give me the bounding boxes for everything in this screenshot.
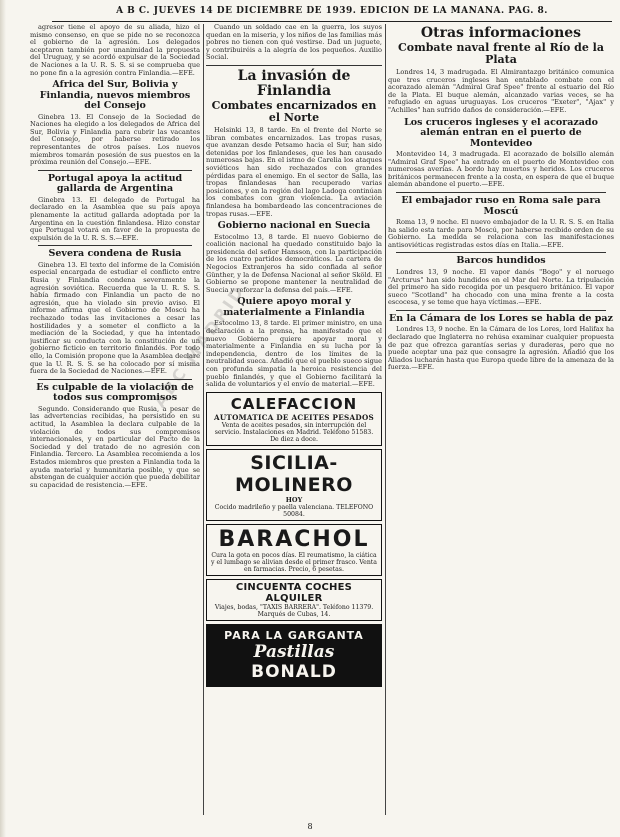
page-number: 8 — [307, 822, 313, 831]
ad-calefaccion — [206, 392, 382, 446]
article-rusia: Ginebra 13. El texto del informe de la Comisión especial encargada de estudiar el conflicto entre Rusia y Finlandia condena severamente la agresión soviética. Recuerda que la U. R. S. S. había firmado con Finlandia un pacto de no agresión, que ha violado sin previo aviso. El informe afirma que el Gobierno de Moscú ha rechazado todas las invitaciones a cesar las hostilidades y a someter el conflicto a la mediación de la Sociedad, y que ha intentado justificar su conducta con la constitución de un gobierno ficticio en territorio finlandés. Por todo ello, la Comisión propone que la Asamblea declare que la U. R. S. S. se ha colocado por sí misma fuera de la Sociedad de Naciones.—EFE. — [30, 260, 200, 376]
column-rule-2 — [385, 24, 386, 815]
headline-africa: Africa del Sur, Bolivia y Finlandia, nuevos miembros del Consejo — [39, 79, 191, 112]
separator — [396, 252, 606, 253]
ad-barachol — [206, 524, 382, 576]
article-africa: Ginebra 13. El Consejo de la Sociedad de Naciones ha elegido a los delegados de Africa del Sur, Bolivia y Finlandia para cubrir las vacantes del Consejo, por haberse retirado los representantes de otros países. Los nuevos miembros tomarán posesión de sus puestos en la próxima reunión del Consejo.—EFE. — [30, 112, 200, 167]
ad-calefaccion-brand: CALEFACCION — [230, 394, 358, 413]
deck-combate-naval: Combate naval frente al Río de la Plata — [398, 41, 604, 66]
separator — [396, 192, 606, 193]
headline-finlandia: La invasión de Finlandia — [237, 67, 351, 99]
article-combate-naval: Londres 14, 3 madrugada. El Almirantazgo británico comunica que tres cruceros ingleses han entablado combate con el acorazado alemán "Admiral Graf Spee" frente al estuario del Río de la Plata. El buque alemán, alcanzado varias veces, se ha refugiado en aguas uruguayas. Los cruceros "Exeter", "Ajax" y "Achilles" han sufrido daños de consideración.—EFE. — [388, 68, 614, 114]
ad-sicilia-text: Cocido madrileño y paella valenciana. TELEFONO 50084. — [214, 503, 374, 518]
article-violacion: Segundo. Considerando que Rusia, a pesar de las advertencias recibidas, ha persistido en su actitud, la Asamblea la declara culpable de la violación de todos sus compromisos internacionales, y en particular del Pacto de la Sociedad y del tratado de no agresión con Finlandia. Tercero. La Asamblea recomienda a los Estados miembros que presten a Finlandia toda la ayuda material y humanitaria posible, y que se abstengan de cualquier acción que pueda debilitar su capacidad de resistencia.—EFE. — [30, 404, 200, 489]
article-lores: Londres 13, 9 noche. En la Cámara de los Lores, lord Halifax ha declarado que Inglaterra no rehúsa examinar cualquier propuesta de paz que ofrezca garantías serias y duraderas, pero que no puede aceptar una paz que consagre la agresión. Añadió que los Aliados lucharán hasta que Europa quede libre de la amenaza de la fuerza.—EFE. — [388, 325, 614, 372]
ad-sicilia-molinero — [206, 449, 382, 521]
headline-portugal: Portugal apoya la actitud gallarda de Argentina — [47, 172, 183, 195]
article-barcos: Londres 13, 9 noche. El vapor danés "Bogo" y el noruego "Arcturus" han sido hundidos en el Mar del Norte. La tripulación del primero ha sido recogida por un pesquero británico. El vapor sueco "Scotland" ha chocado con una mina frente a la costa escocesa, y se teme que haya víctimas.—EFE. — [388, 267, 614, 307]
column-3 — [388, 24, 614, 815]
headline-violacion: Es culpable de la violación de todos sus compromisos — [36, 381, 194, 404]
ad-sicilia-tag: HOY — [285, 495, 303, 504]
ad-coches-text: Viajes, bodas, "TAXIS BARRERA". Teléfono 11379. Marqués de Cubas, 14. — [214, 603, 374, 618]
column-1 — [30, 24, 200, 815]
headline-gobierno-suecia: Gobierno nacional en Suecia — [217, 220, 371, 232]
article-apoyo-finlandia: Estocolmo 13, 8 tarde. El primer ministro, en una declaración a la prensa, ha manifestado que el nuevo Gobierno quiere apoyar moral y materialmente a Finlandia en su lucha por la independencia, dentro de los límites de la neutralidad sueca. Añadió que el pueblo sueco sigue con profunda simpatía la heroica resistencia del pueblo finlandés, y que el Gobierno facilitará la salida de voluntarios y el envío de material.—EFE. — [206, 319, 382, 389]
ad-barachol-text: Cura la gota en pocos días. El reumatismo, la ciática y el lumbago se alivian desde el primer frasco. Venta en farmacias. Precio, 6 pesetas. — [211, 551, 377, 573]
watermark: ABC MADRID — [150, 281, 249, 411]
article-auxilio: Cuando un soldado cae en la guerra, los suyos quedan en la miseria, y los niños de las familias más pobres no tienen con qué vestirse. Dad un juguete, y contribuiréis a la alegría de los pequeños. Auxilio Social. — [206, 24, 382, 62]
separator — [38, 170, 192, 171]
deck-finlandia: Combates encarnizados en el Norte — [211, 98, 377, 124]
headline-embajador: El embajador ruso en Roma sale para Moscú — [401, 195, 601, 217]
headline-rusia: Severa condena de Rusia — [48, 248, 182, 260]
ad-coches-alquiler — [206, 579, 382, 621]
headline-otras: Otras informaciones — [420, 25, 582, 41]
headline-barcos: Barcos hundidos — [456, 255, 546, 267]
ad-barachol-brand: BARACHOL — [218, 526, 370, 552]
headline-lores: En la Cámara de los Lores se habla de paz — [389, 312, 613, 324]
article-continuation: agresor tiene el apoyo de su aliada, hizo el mismo consenso, en que se pide no se reconozca el gobierno de la agresión. Los delegados aceptaron también por unanimidad la propuesta del Uruguay, y se acordó expulsar de la Sociedad de Naciones a la U. R. S. S. si se comprueba que no pone fin a la agresión contra Finlandia.—EFE. — [30, 24, 200, 77]
separator — [38, 245, 192, 246]
header-rule — [52, 21, 612, 22]
ad-coches-brand: CINCUENTA COCHES ALQUILER — [235, 581, 353, 604]
ad-pastillas-word: Pastillas — [253, 641, 335, 662]
article-cruceros: Montevideo 14, 3 madrugada. El acorazado de bolsillo alemán "Admiral Graf Spee" ha entrado en el puerto de Montevideo con numerosas averías. A bordo hay muertos y heridos. Los cruceros británicos permanecen frente a la costa, en espera de que el buque alemán abandone el puerto.—EFE. — [388, 150, 614, 189]
headline-apoyo-finlandia: Quiere apoyo moral y materialmente a Finlandia — [223, 296, 365, 318]
ad-pastillas-brand: BONALD — [251, 661, 337, 682]
ad-pastillas-bonald — [206, 624, 382, 687]
article-gobierno-suecia: Estocolmo 13, 8 tarde. El nuevo Gobierno de coalición nacional ha quedado constituido bajo la presidencia del señor Hansson, con la participación de los cuatro partidos democráticos. La cartera de Negocios Extranjeros ha sido confiada al señor Günther, y la de Defensa Nacional al señor Sköld. El Gobierno se propone mantener la neutralidad de Suecia y reforzar la defensa del país.—EFE. — [206, 232, 382, 294]
ad-pastillas-line1: PARA LA GARGANTA — [224, 628, 364, 642]
column-rule-1 — [203, 24, 204, 815]
headline-cruceros: Los cruceros ingleses y el acorazado alemán entran en el puerto de Montevideo — [404, 116, 598, 149]
ad-calefaccion-tag: AUTOMATICA DE ACEITES PESADOS — [213, 412, 374, 422]
ad-pastillas-line2 — [211, 642, 377, 682]
article-portugal: Ginebra 13. El delegado de Portugal ha declarado en la Asamblea que su país apoya plenamente la actitud gallarda adoptada por la Argentina en la cuestión finlandesa. Hizo constar que Portugal votará en favor de la propuesta de expulsión de la U. R. S. S.—EFE. — [30, 195, 200, 242]
running-head: A B C. JUEVES 14 DE DICIEMBRE DE 1939. EDICION DE LA MAÑANA. PAG. 8. — [116, 6, 548, 16]
column-2 — [206, 24, 382, 815]
ad-sicilia-brand: SICILIA-MOLINERO — [235, 451, 353, 496]
ad-calefaccion-text: Venta de aceites pesados, sin interrupción del servicio. Instalaciones en Madrid. Teléfono 51583. De diez a doce. — [214, 421, 374, 443]
article-finlandia: Helsinki 13, 8 tarde. En el frente del Norte se libran combates encarnizados. Las tropas rusas, que avanzan desde Petsamo hacia el Sur, han sido detenidas por los finlandeses, que les han causado numerosas bajas. En el istmo de Carelia los ataques soviéticos han sido rechazados con grandes pérdidas para el enemigo. En el sector de Salla, las tropas finlandesas han recuperado varias posiciones, y en la región del lago Ladoga continúan los combates con gran violencia. La aviación finlandesa ha bombardeado las concentraciones de tropas rusas.—EFE. — [206, 125, 382, 218]
article-embajador: Roma 13, 9 noche. El nuevo embajador de la U. R. S. S. en Italia ha salido esta tarde para Moscú, por haberse recibido orden de su Gobierno. La medida se relaciona con las manifestaciones antisoviéticas registradas estos días en Italia.—EFE. — [388, 218, 614, 249]
page-edge-shadow — [0, 0, 6, 837]
separator — [396, 310, 606, 311]
separator — [206, 65, 382, 66]
